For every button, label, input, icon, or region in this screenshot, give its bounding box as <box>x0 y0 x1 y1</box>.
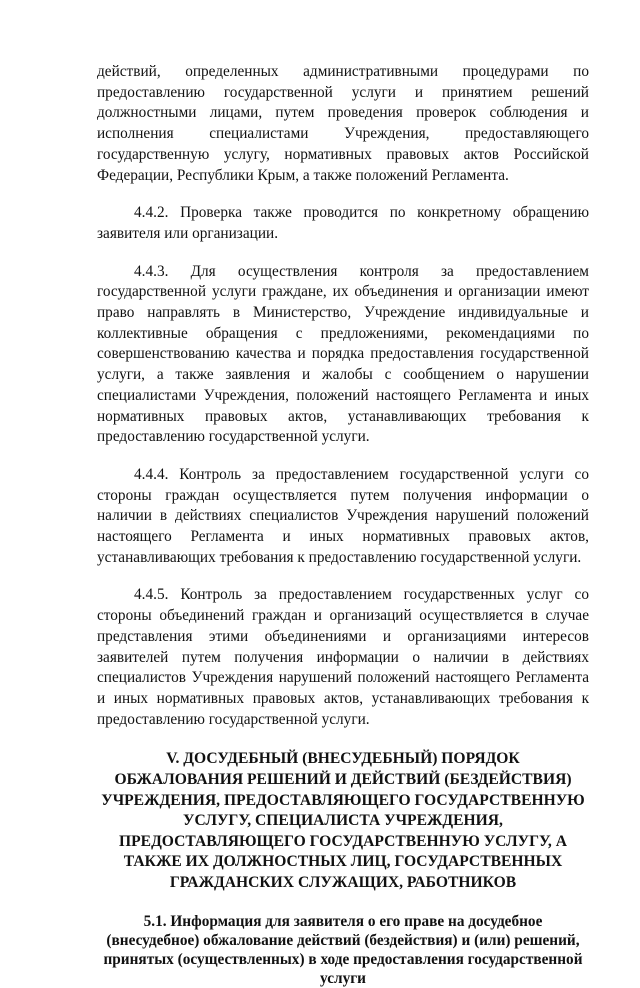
paragraph-gap <box>97 245 589 262</box>
paragraph-4-4-5: 4.4.5. Контроль за предоставлением государственных услуг со стороны объединений граждан и организаций осуществляется в случае представления этими объединениями и организациями интересов заявителей путем получения информации о наличии в действиях специалистов Учреждения нарушений положений настоящего Регламента и иных нормативных правовых актов, устанавливающих требования к предоставлению государственной услуги. <box>97 586 589 728</box>
paragraph-4-4-2: 4.4.2. Проверка также проводится по конкретному обращению заявителя или организации. <box>97 204 589 242</box>
document-body <box>97 62 589 988</box>
paragraph-gap <box>97 186 589 203</box>
paragraph-gap <box>97 568 589 585</box>
section-gap <box>97 894 589 912</box>
paragraph-4-4-3: 4.4.3. Для осуществления контроля за предоставлением государственной услуги граждане, их объединения и организации имеют право направлять в Министерство, Учреждение индивидуальные и коллективные обращения с предложениями, рекомендациями по совершенствованию качества и порядка предоставления государственной услуги, а также заявления и жалобы с сообщением о нарушении специалистами Учреждения, положений настоящего Регламента и иных нормативных правовых актов, устанавливающих требования к предоставлению государственной услуги. <box>97 262 589 446</box>
subsection-5-1-title: 5.1. Информация для заявителя о его праве на досудебное (внесудебное) обжалование действий (бездействия) и (или) решений, принятых (осуществленных) в ходе предоставления государственной услуги <box>103 912 583 988</box>
paragraph-continuation: действий, определенных административными процедурами по предоставлению государственной услуги и принятием решений должностными лицами, путем проведения проверок соблюдения и исполнения специалистами Учреждения, предоставляющего государственную услугу, нормативных правовых актов Российской Федерации, Республики Крым, а также положений Регламента. <box>97 63 589 184</box>
paragraph-gap <box>97 448 589 465</box>
section-gap <box>97 730 589 749</box>
section-v-title: V. ДОСУДЕБНЫЙ (ВНЕСУДЕБНЫЙ) ПОРЯДОК ОБЖАЛОВАНИЯ РЕШЕНИЙ И ДЕЙСТВИЙ (БЕЗДЕЙСТВИЯ) УЧРЕЖДЕНИЯ, ПРЕДОСТАВЛЯЮЩЕГО ГОСУДАРСТВЕННУЮ УСЛУГУ, СПЕЦИАЛИСТА УЧРЕЖДЕНИЯ, ПРЕДОСТАВЛЯЮЩЕГО ГОСУДАРСТВЕННУЮ УСЛУГУ, А ТАКЖЕ ИХ ДОЛЖНОСТНЫХ ЛИЦ, ГОСУДАРСТВЕННЫХ ГРАЖДАНСКИХ СЛУЖАЩИХ, РАБОТНИКОВ <box>101 750 585 891</box>
paragraph-4-4-4: 4.4.4. Контроль за предоставлением государственной услуги со стороны граждан осуществляется путем получения информации о наличии в действиях специалистов Учреждения нарушений положений настоящего Регламента и иных нормативных правовых актов, устанавливающих требования к предоставлению государственной услуги. <box>97 465 589 566</box>
